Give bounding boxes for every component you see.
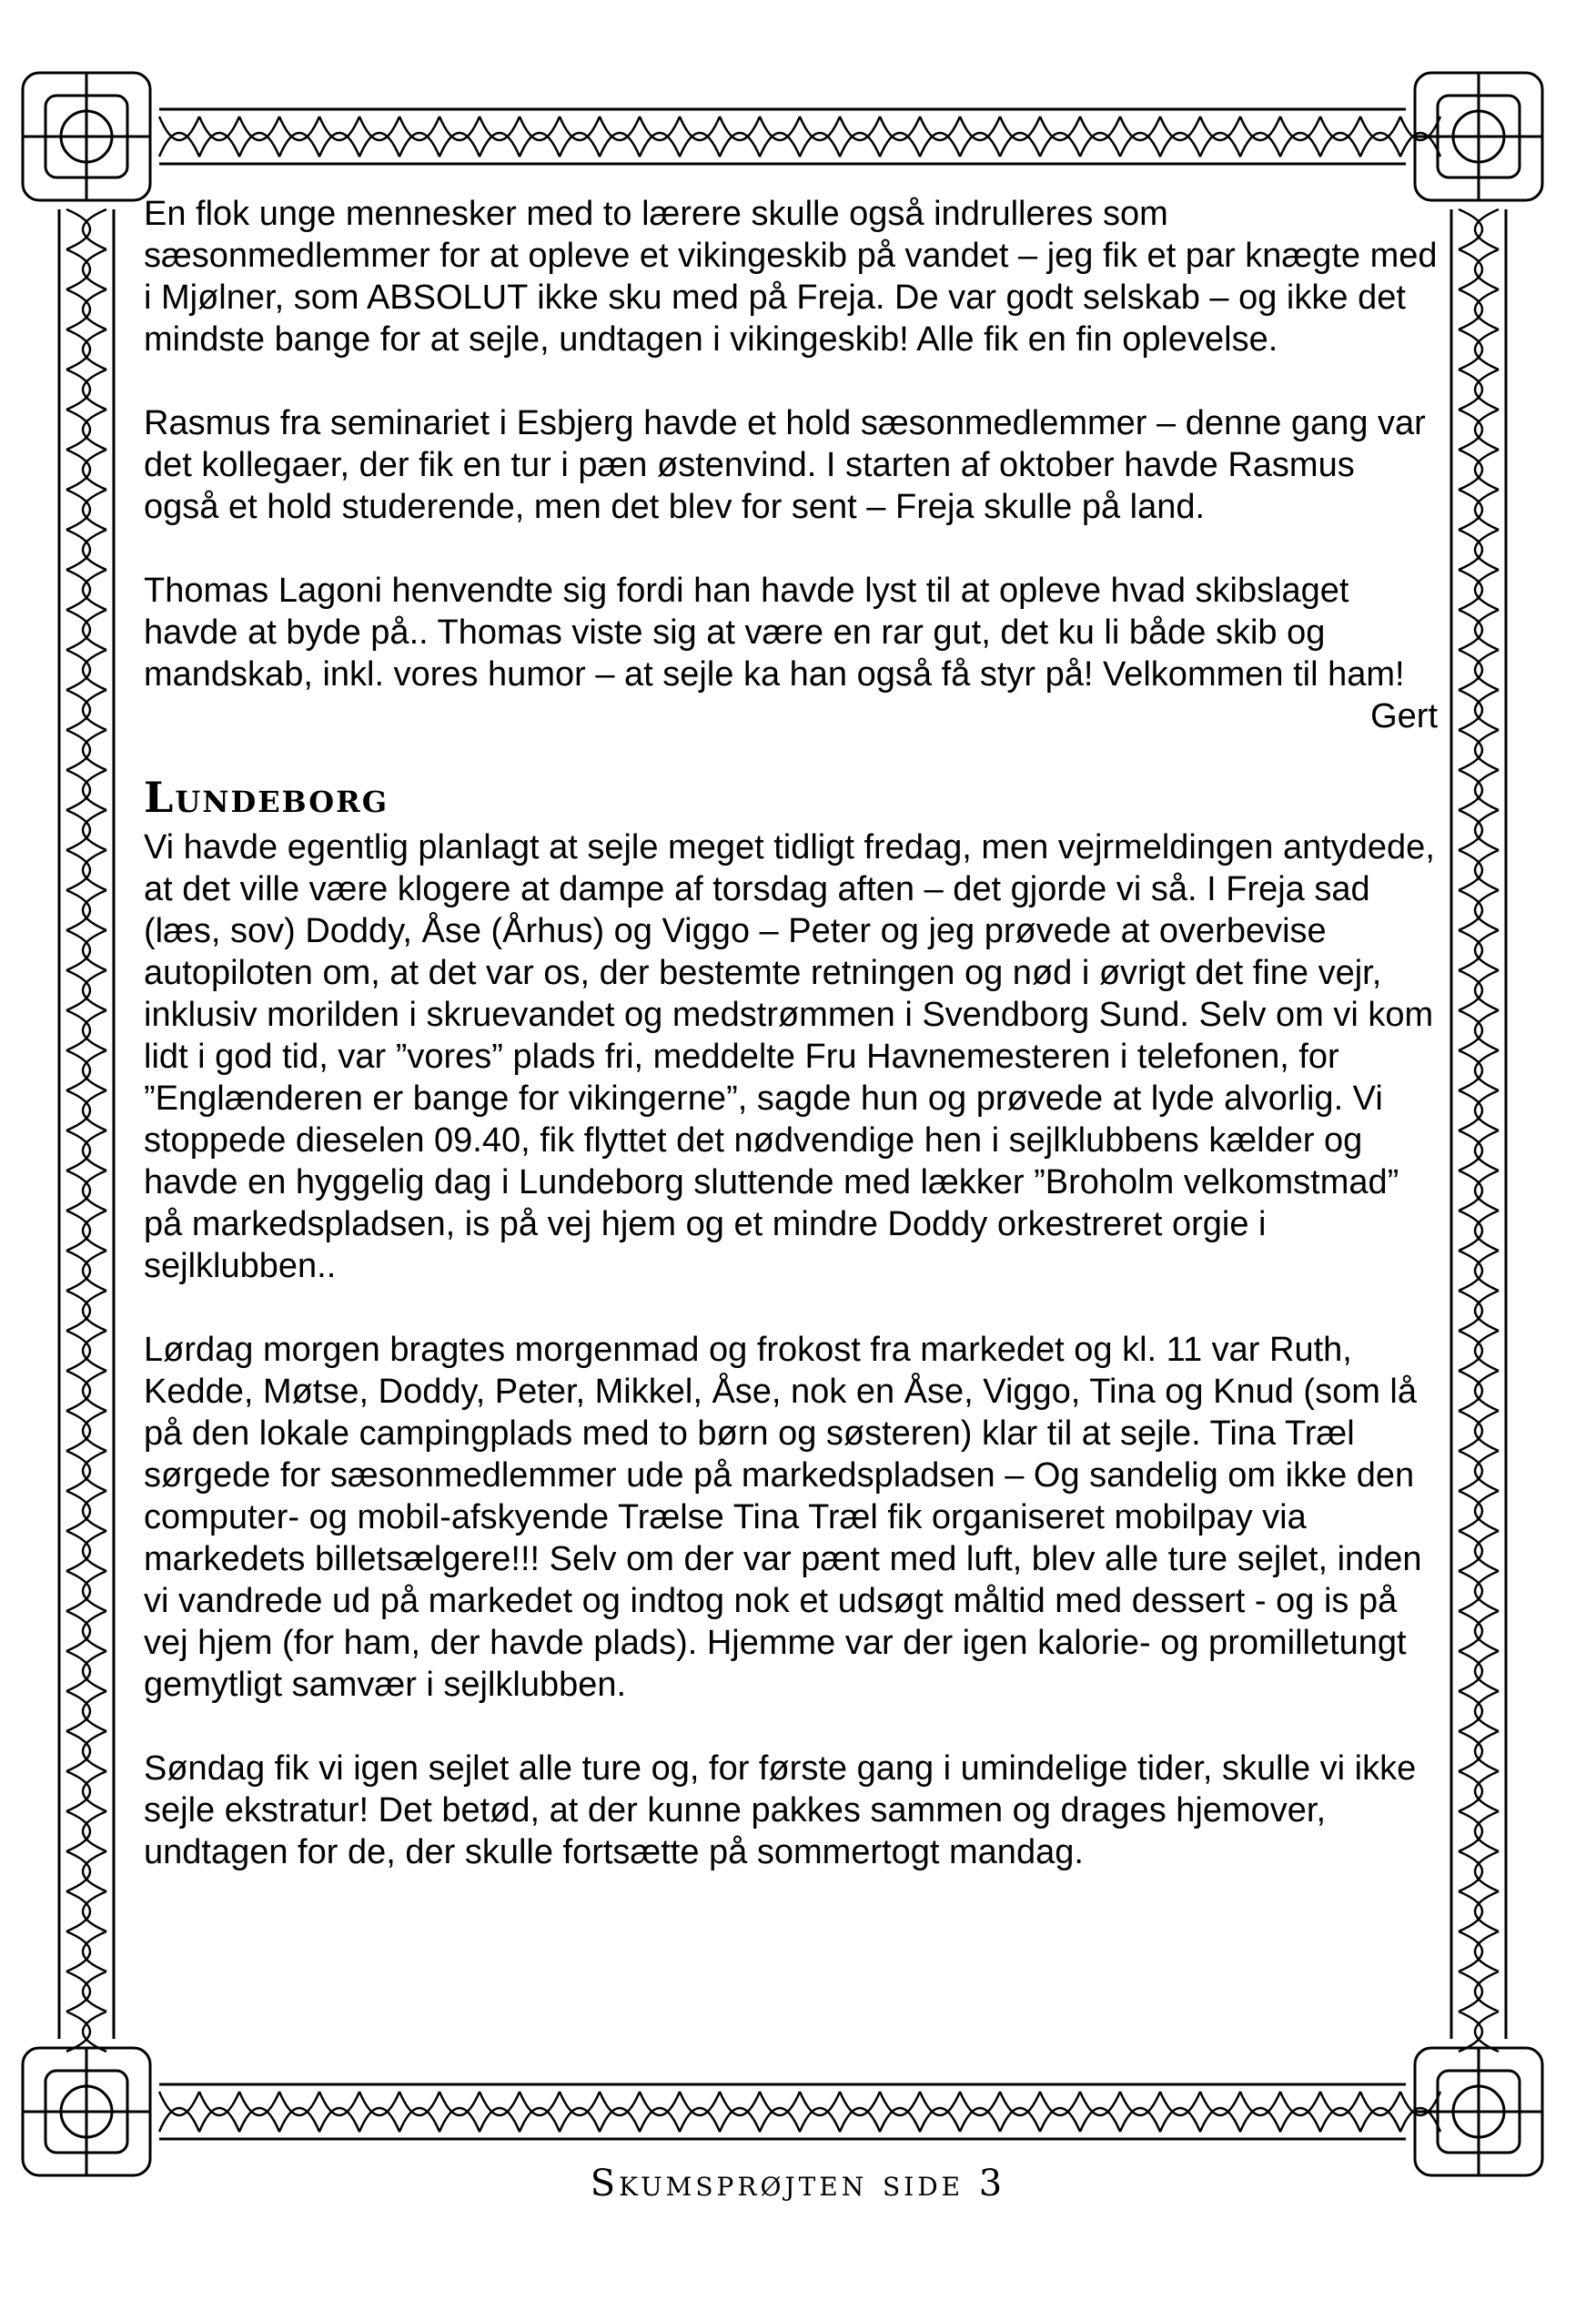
paragraph-saturday: Lørdag morgen bragtes morgenmad og frokost fra markedet og kl. 11 var Ruth, Kedde, Møtse, Doddy, Peter, Mikkel, Åse, nok en Åse, Viggo, Tina og Knud (som lå på den lokale campingplads med to børn og søsteren) klar til at sejle. Tina Træl sørgede for sæsonmedlemmer ude på markedspladsen – Og sandelig om ikke den computer- og mobil-afskyende Trælse Tina Træl fik organiseret mobilpay via markedets billetsælgere!!! Selv om der var pænt med luft, blev alle ture sejlet, inden vi vandrede ud på markedet og indtog nok et udsøgt måltid med dessert - og is på vej hjem (for ham, der havde plads). Hjemme var der igen kalorie- og promilletungt gemytligt samvær i sejlklubben. <box>144 1331 1422 1704</box>
article-body <box>144 193 1438 1915</box>
paragraph-rasmus: Rasmus fra seminariet i Esbjerg havde et hold sæsonmedlemmer – denne gang var det kollegaer, der fik en tur i pæn østenvind. I starten af oktober havde Rasmus også et hold studerende, men det blev for sent – Freja skulle på land. <box>144 404 1426 526</box>
section-title: Lundeborg <box>144 773 389 822</box>
paragraph-sunday: Søndag fik vi igen sejlet alle ture og, for første gang i umindelige tider, skulle vi ikke sejle ekstratur! Det betød, at der kunne pakkes sammen og drages hjemover, undtagen for de, der skulle fortsætte på sommertogt mandag. <box>144 1749 1417 1871</box>
paragraph-friday: Vi havde egentlig planlagt at sejle meget tidligt fredag, men vejrmeldingen antydede, at det ville være klogere at dampe af torsdag aften – det gjorde vi så. I Freja sad (læs, sov) Doddy, Åse (Århus) og Viggo – Peter og jeg prøvede at overbevise autopiloten om, at det var os, der bestemte retningen og nød i øvrigt det fine vejr, inklusiv morilden i skruevandet og medstrømmen i Svendborg Sund. Selv om vi kom lidt i god tid, var ”vores” plads fri, meddelte Fru Havnemesteren i telefonen, for ”Englænderen er bange for vikingerne”, sagde hun og prøvede at lyde alvorlig. Vi stoppede dieselen 09.40, fik flyttet det nødvendige hen i sejlklubbens kælder og havde en hyggelig dag i Lundeborg sluttende med lækker ”Broholm velkomstmad” på markedspladsen, is på vej hjem og et mindre Doddy orkestreret orgie i sejlklubben.. <box>144 828 1435 1285</box>
page-footer: Skumsprøjten side 3 <box>590 2163 1006 2205</box>
paragraph-thomas: Thomas Lagoni henvendte sig fordi han havde lyst til at opleve hvad skibslaget havde at byde på.. Thomas viste sig at være en rar gut, det ku li både skib og mandskab, inkl. vores humor – at sejle ka han også få styr på! Velkommen til ham! <box>144 572 1405 694</box>
paragraph-students: En flok unge mennesker med to lærere skulle også indrulleres som sæsonmedlemmer for at opleve et vikingeskib på vandet – jeg fik et par knægte med i Mjølner, som ABSOLUT ikke sku med på Freja. De var godt selskab – og ikke det mindste bange for at sejle, undtagen i vikingeskib! Alle fik en fin oplevelse. <box>144 195 1438 359</box>
author-signature: Gert <box>1370 697 1438 735</box>
